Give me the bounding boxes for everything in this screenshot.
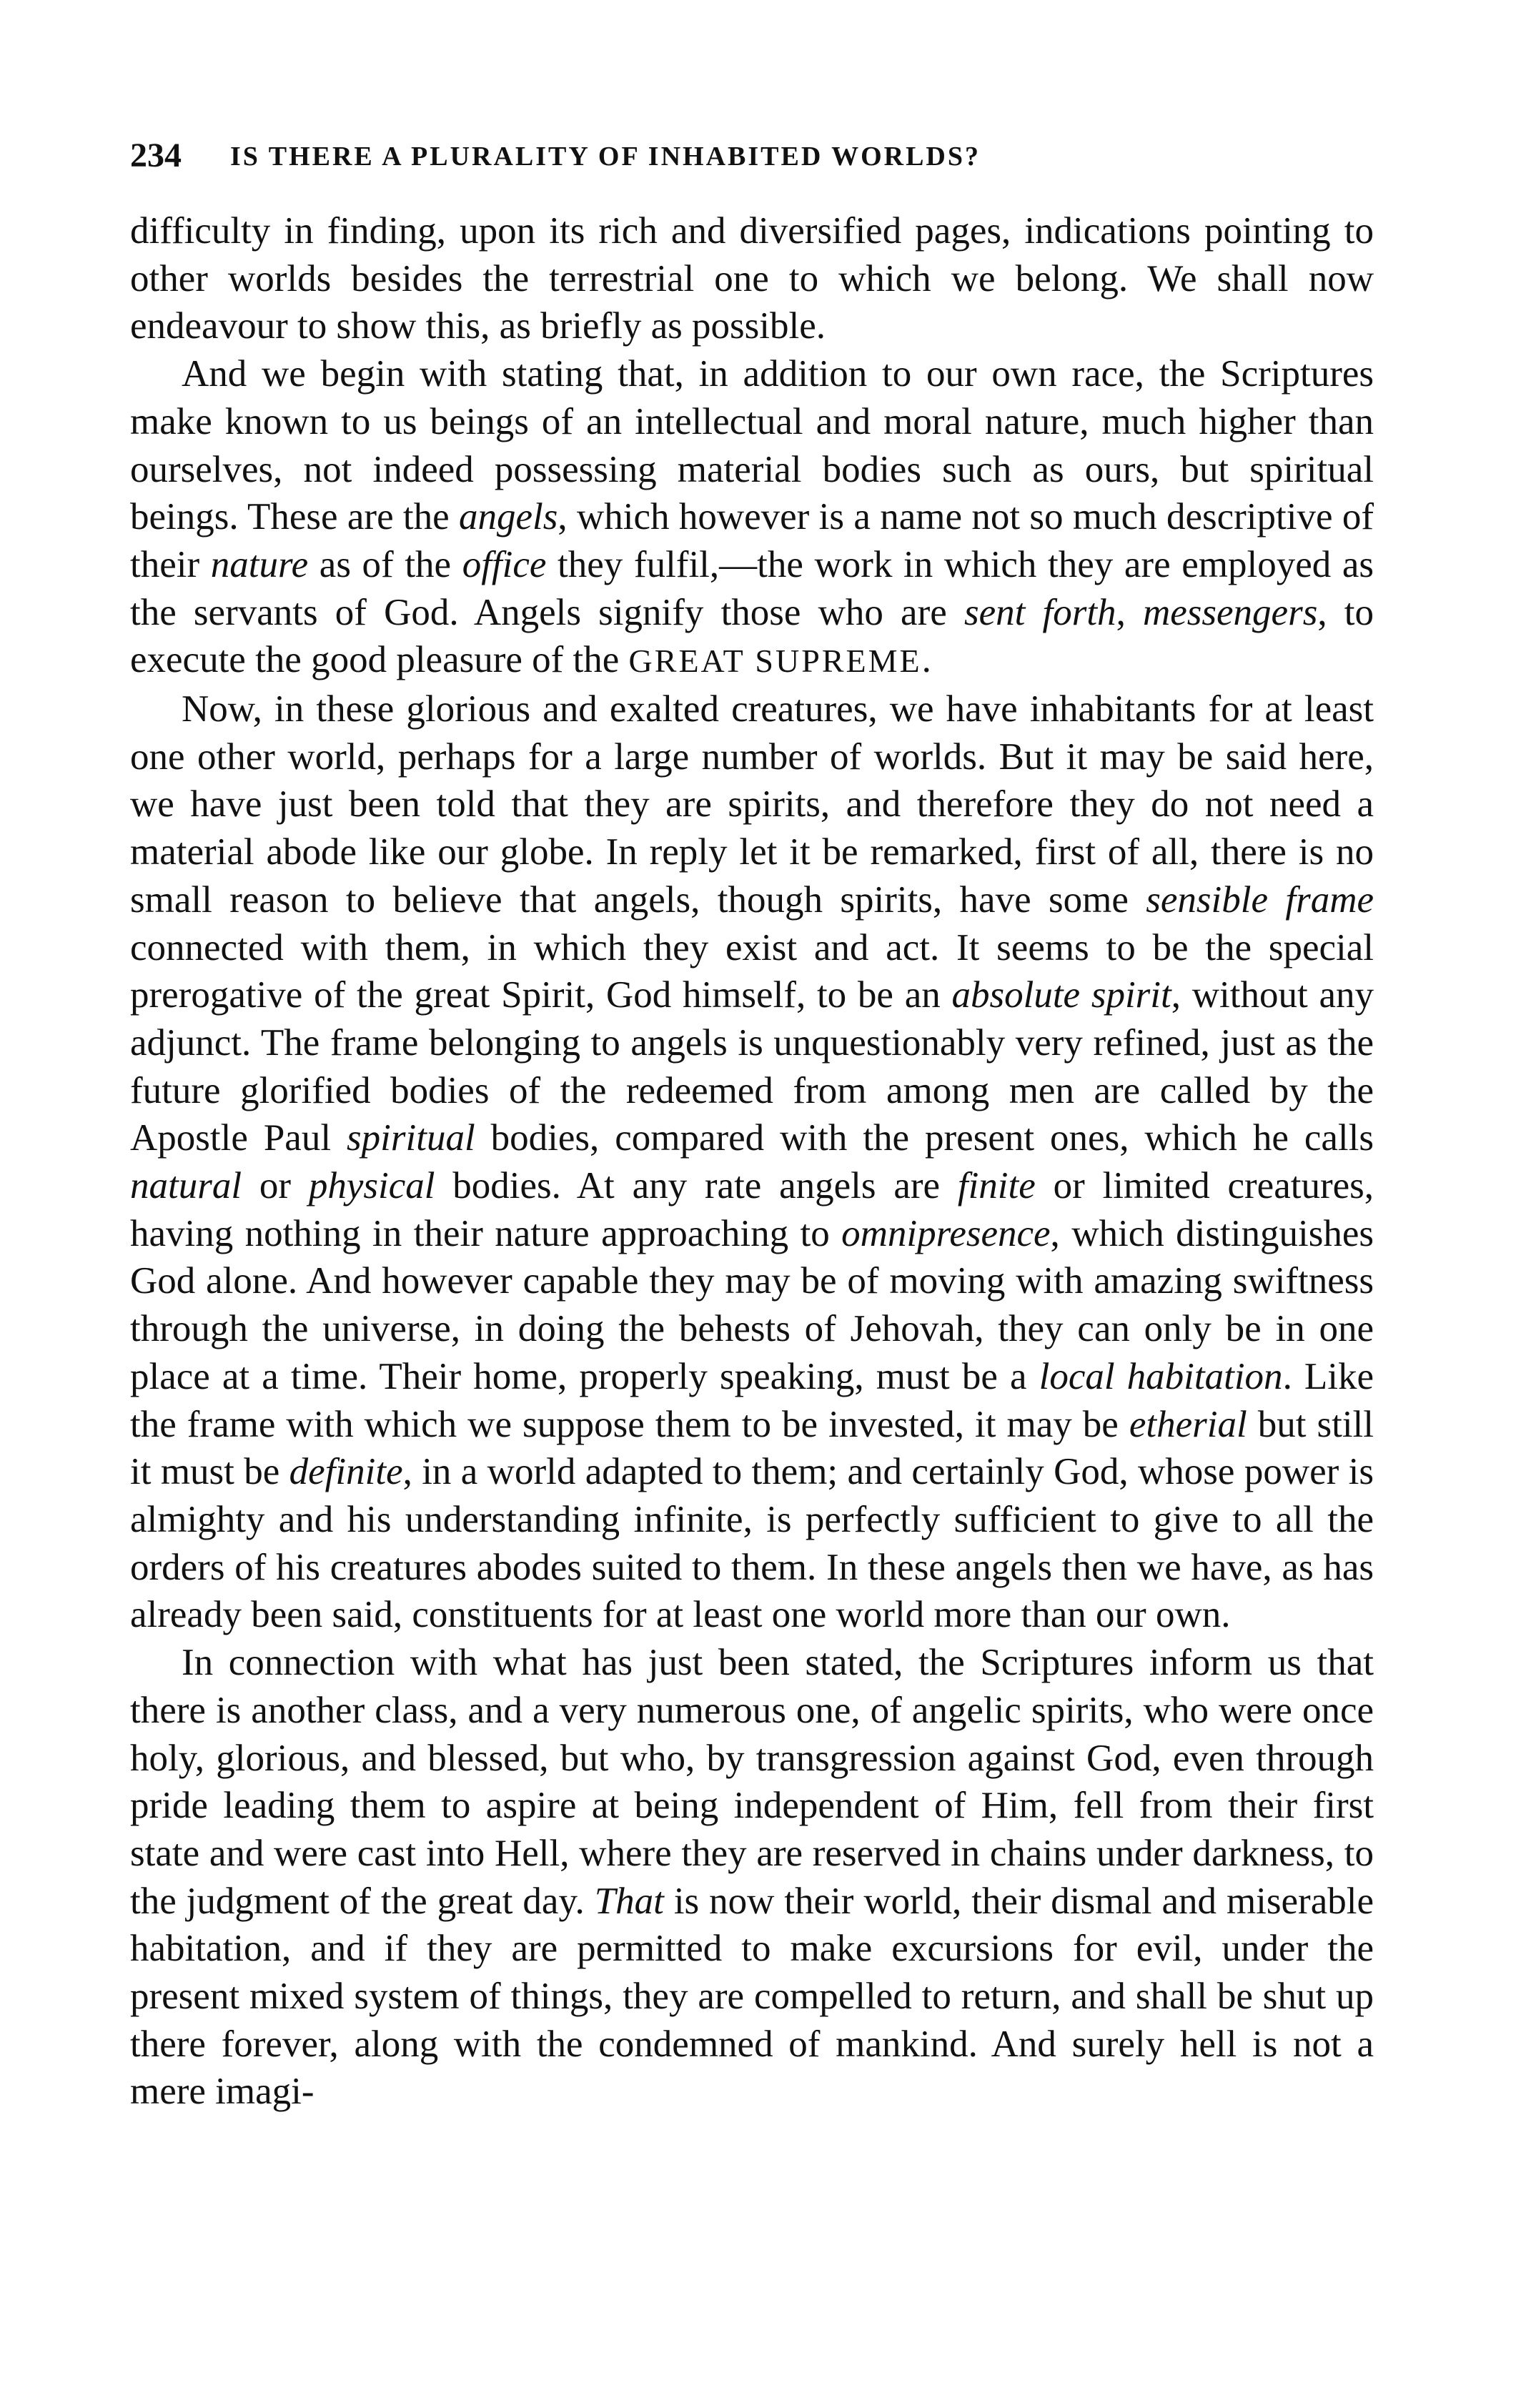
text-run: , which distinguishes God alone. And however capable they may be of moving with amazing swiftness through the universe, in doing the behests of Jehovah, they can only be in one place at a time. Their home, properly speaking, must be a xyxy=(130,1212,1374,1397)
page-number: 234 xyxy=(130,137,182,174)
text-run: as of the xyxy=(308,543,462,585)
text-run: is now their world, their dismal and miserable habitation, and if they are permitted to make excursions for evil, under the present mixed system of things, they are compelled to return, and shall be shut up there forever, along with the condemned of mankind. And surely hell is not a mere imagi- xyxy=(130,1880,1374,2113)
running-head xyxy=(130,127,1374,184)
text-run: difficulty in finding, upon its rich and diversified pages, indications pointing to other worlds besides the terrestrial one to which we belong. We shall now endeavour to show this, as briefly as possible. xyxy=(130,210,1374,347)
italic-text: local habitation xyxy=(1039,1355,1283,1397)
text-run: or xyxy=(242,1165,309,1207)
paragraph-1 xyxy=(130,207,1374,350)
text-run: . xyxy=(921,639,931,681)
italic-text: etherial xyxy=(1129,1403,1247,1445)
text-run: , in a world adapted to them; and certainly God, whose power is almighty and his understanding infinite, is perfectly sufficient to give to all the orders of his creatures abodes suited to them. In these angels then we have, as has already been said, constituents for at least one world more than our own. xyxy=(130,1451,1374,1636)
italic-text: office xyxy=(462,543,547,585)
text-run: bodies, compared with the present ones, which he calls xyxy=(475,1117,1374,1159)
italic-text: spiritual xyxy=(347,1117,475,1159)
text-run: , to execute the good pleasure of the xyxy=(130,591,1374,681)
italic-text: natural xyxy=(130,1165,242,1207)
text-run: bodies. At any rate angels are xyxy=(435,1165,958,1207)
paragraph-4 xyxy=(130,1639,1374,2116)
body-text xyxy=(130,207,1374,2116)
paragraph-3 xyxy=(130,685,1374,1639)
italic-text: That xyxy=(594,1880,664,1922)
italic-text: definite xyxy=(289,1451,403,1493)
text-run: but still it must be xyxy=(130,1403,1374,1493)
text-run: or limited creatures, having nothing in their nature approaching to xyxy=(130,1165,1374,1254)
paragraph-2 xyxy=(130,350,1374,685)
text-run: , without any adjunct. The frame belonging to angels is unquestionably very refined, just as the future glorified bodies of the redeemed from among men are called by the Apostle Paul xyxy=(130,974,1374,1159)
text-run: , xyxy=(1116,591,1143,633)
running-title: IS THERE A PLURALITY OF INHABITED WORLDS? xyxy=(230,142,981,172)
text-run: In connection with what has just been stated, the Scriptures inform us that there is another class, and a very numerous one, of angelic spirits, who were once holy, glorious, and blessed, but who, by transgression against God, even through pride leading them to aspire at being independent of Him, fell from their first state and were cast into Hell, where they are reserved in chains under darkness, to the judgment of the great day. xyxy=(130,1642,1374,1922)
text-run: they fulfil,—the work in which they are employed as the servants of God. Angels signify those who are xyxy=(130,543,1374,633)
text-run: connected with them, in which they exist and act. It seems to be the special prerogative of the great Spirit, God himself, to be an xyxy=(130,926,1374,1016)
italic-text: sensible frame xyxy=(1146,878,1374,921)
text-run: Now, in these glorious and exalted creatures, we have inhabitants for at least one other world, perhaps for a large number of worlds. But it may be said here, we have just been told that they are spirits, and therefore they do not need a material abode like our globe. In reply let it be remarked, first of all, there is no small reason to believe that angels, though spirits, have some xyxy=(130,688,1374,921)
italic-text: omnipresence xyxy=(841,1212,1051,1254)
italic-text: nature xyxy=(210,543,309,585)
italic-text: angels xyxy=(459,496,558,538)
italic-text: physical xyxy=(308,1165,435,1207)
small-caps-text: GREAT SUPREME xyxy=(628,643,922,680)
italic-text: sent forth xyxy=(963,591,1116,633)
text-run: And we begin with stating that, in addition to our own race, the Scriptures make known to us beings of an intellectual and moral nature, much higher than ourselves, not indeed possessing material bodies such as ours, but spiritual beings. These are the xyxy=(130,353,1374,538)
text-run: , which however is a name not so much descriptive of their xyxy=(130,496,1374,585)
text-run: . Like the frame with which we suppose them to be invested, it may be xyxy=(130,1355,1374,1445)
italic-text: messengers xyxy=(1142,591,1318,633)
italic-text: finite xyxy=(957,1165,1036,1207)
italic-text: absolute spirit xyxy=(951,974,1171,1016)
